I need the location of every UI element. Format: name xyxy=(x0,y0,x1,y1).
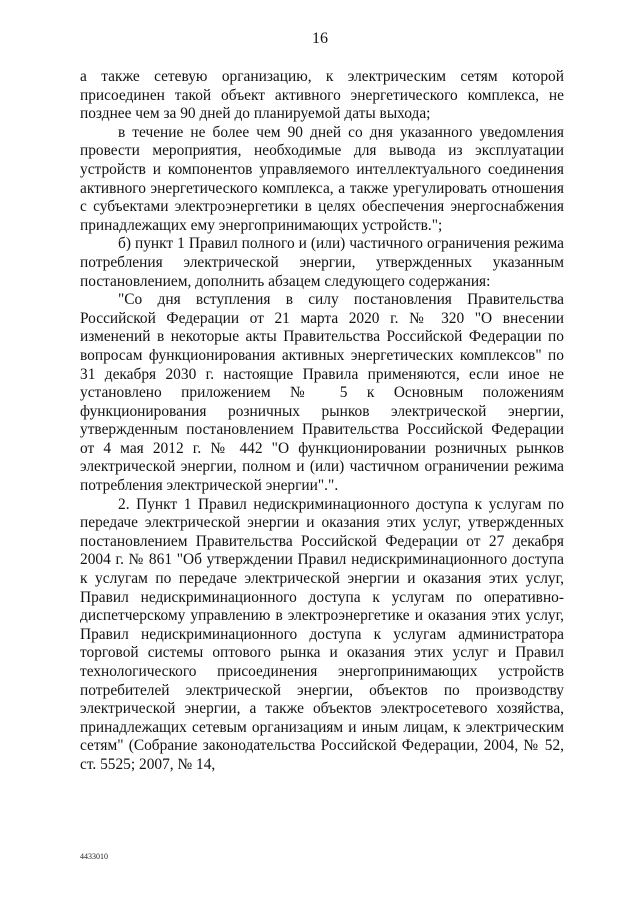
paragraph: б) пункт 1 Правил полного и (или) частичного ограничения режима потребления электрической энергии, утвержденных указанным постановлением, дополнить абзацем следующего содержания: xyxy=(80,235,564,290)
paragraph: в течение не более чем 90 дней со дня указанного уведомления провести мероприятия, необходимые для вывода из эксплуатации устройств и компонентов управляемого интеллектуального соединения активного энергетического комплекса, а также урегулировать отношения с субъектами электроэнергетики в целях обеспечения энергоснабжения принадлежащих ему энергопринимающих устройств."; xyxy=(80,123,564,234)
paragraph: а также сетевую организацию, к электрическим сетям которой присоединен такой объект активного энергетического комплекса, не позднее чем за 90 дней до планируемой даты выхода; xyxy=(80,68,564,123)
paragraph: "Со дня вступления в силу постановления Правительства Российской Федерации от 21 марта 2020 г. № 320 "О внесении изменений в некоторые акты Правительства Российской Федерации по вопросам функционирования активных энергетических комплексов" по 31 декабря 2030 г. настоящие Правила применяются, если иное не установлено приложением № 5 к Основным положениям функционирования розничных рынков электрической энергии, утвержденным постановлением Правительства Российской Федерации от 4 мая 2012 г. № 442 "О функционировании розничных рынков электрической энергии, полном и (или) частичном ограничении режима потребления электрической энергии".". xyxy=(80,291,564,495)
page-number: 16 xyxy=(312,30,328,47)
paragraph: 2. Пункт 1 Правил недискриминационного доступа к услугам по передаче электрической энергии и оказания этих услуг, утвержденных постановлением Правительства Российской Федерации от 27 декабря 2004 г. № 861 "Об утверждении Правил недискриминационного доступа к услугам по передаче электрической энергии и оказания этих услуг, Правил недискриминационного доступа к услугам по оперативно-диспетчерскому управлению в электроэнергетике и оказания этих услуг, Правил недискриминационного доступа к услугам администратора торговой системы оптового рынка и оказания этих услуг и Правил технологического присоединения энергопринимающих устройств потребителей электрической энергии, объектов по производству электрической энергии, а также объектов электросетевого хозяйства, принадлежащих сетевым организациям и иным лицам, к электрическим сетям" (Собрание законодательства Российской Федерации, 2004, № 52, ст. 5525; 2007, № 14, xyxy=(80,495,564,773)
document-body xyxy=(80,68,564,775)
document-code: 4433010 xyxy=(80,852,108,861)
